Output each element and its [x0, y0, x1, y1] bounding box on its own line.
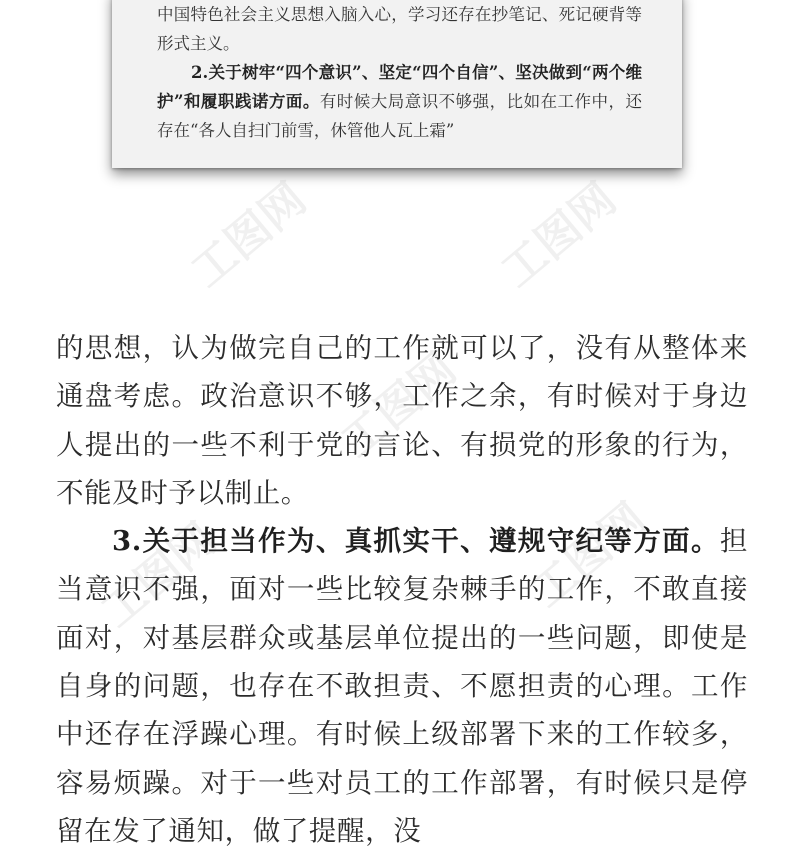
- card-paragraph-2: [157, 58, 642, 145]
- body-paragraph-2: [56, 517, 748, 855]
- card-paragraph-1: 中国特色社会主义思想入脑入心，学习还存在抄笔记、死记硬背等形式主义。: [157, 5, 642, 53]
- section-body-3: 担当意识不强，面对一些比较复杂棘手的工作，不敢直接面对，对基层群众或基层单位提出的一些问题，即使是自身的问题，也存在不敢担责、不愿担责的心理。工作中还存在浮躁心理。有时候上级部署下来的工作较多，容易烦躁。对于一些对员工的工作部署，有时候只是停留在发了通知，做了提醒，没: [56, 525, 748, 847]
- document-body: [56, 324, 748, 855]
- watermark: 工图网: [491, 173, 626, 298]
- watermark: 工图网: [521, 493, 656, 618]
- section-heading-3: 3.关于担当作为、真抓实干、遵规守纪等方面。: [112, 525, 720, 558]
- watermark: 工图网: [331, 343, 466, 468]
- watermark: 工图网: [91, 513, 226, 638]
- document-preview-card: [112, 0, 682, 168]
- card-heading-2: 2.关于树牢“四个意识”、坚定“四个自信”、坚决做到“两个维护”和履职践诺方面。: [157, 63, 642, 111]
- card-body-2: 有时候大局意识不够强，比如在工作中，还存在“各人自扫门前雪，休管他人瓦上霜”: [157, 92, 642, 140]
- body-paragraph-1: 的思想，认为做完自己的工作就可以了，没有从整体来通盘考虑。政治意识不够，工作之余，有时候对于身边人提出的一些不利于党的言论、有损党的形象的行为，不能及时予以制止。: [56, 332, 748, 509]
- card-text: [157, 0, 642, 145]
- watermark: 工图网: [181, 173, 316, 298]
